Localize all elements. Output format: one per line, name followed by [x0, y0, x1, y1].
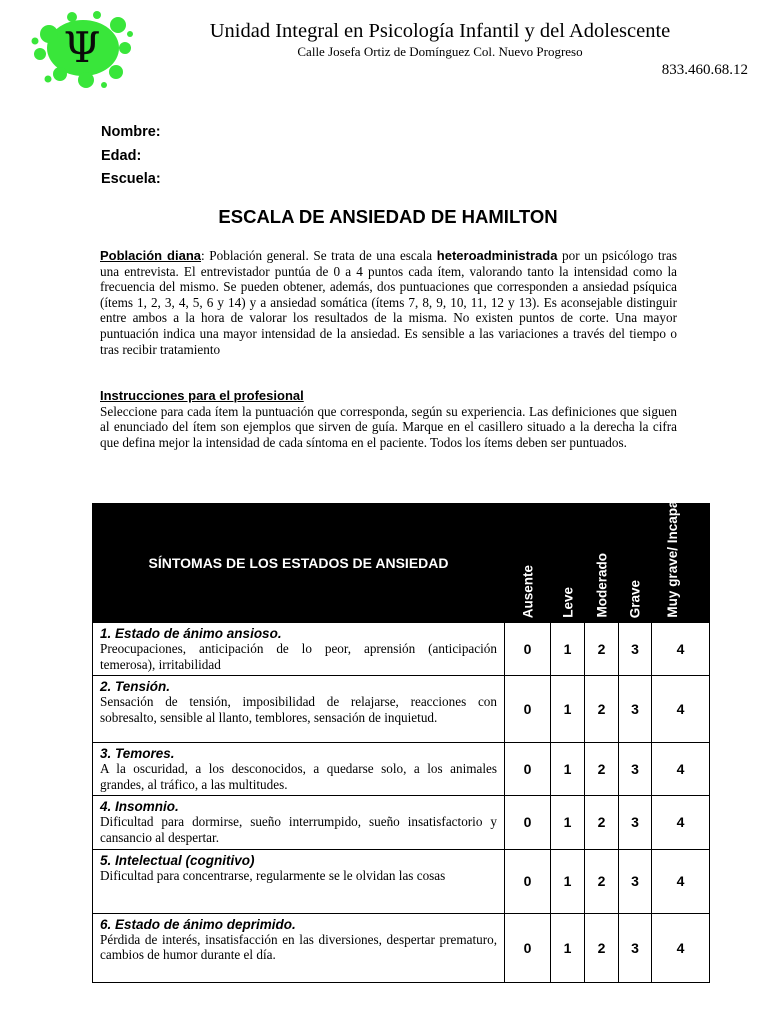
column-label-mild: Leve: [560, 587, 575, 618]
instructions-paragraph: [100, 388, 677, 450]
table-row: [93, 849, 710, 913]
population-text-2: por un psicólogo tras una entrevista. El entrevistador puntúa de 0 a 4 puntos cada ítem, valorando tanto la intensidad como la frecuencia del mismo. Se pueden obtener, además, dos puntuaciones que corresponden a ansiedad psíquica (ítems 1, 2, 3, 4, 5, 6 y 14) y a ansiedad somática (ítems 7, 8, 9, 10, 11, 12 y 13). Es aconsejable distinguir entre ambos a la hora de valorar los resultados de la misma. No existen puntos de corte. Una mayor puntuación indica una mayor intensidad de la ansiedad. Es sensible a las variaciones a través del tiempo o tras recibir tratamiento: [100, 248, 677, 357]
score-absent[interactable]: 0: [505, 743, 551, 796]
instructions-text: Seleccione para cada ítem la puntuación que corresponda, según su experiencia. Las definiciones que siguen al enunciado del ítem son ejemplos que sirven de guía. Marque en el casillero situado a la derecha la cifra que defina mejor la intensidad de cada síntoma en el paciente. Todos los ítems deben ser puntuados.: [100, 403, 677, 450]
population-heading: Población diana: [100, 248, 202, 263]
table-header-row: [93, 504, 710, 623]
column-header-moderate: [585, 504, 619, 623]
symptom-description: Sensación de tensión, imposibilidad de relajarse, reacciones con sobresalto, sensible al llanto, temblores, sensación de inquietud.: [100, 694, 497, 725]
symptom-description: Dificultad para concentrarse, regularmente se le olvidan las cosas: [100, 867, 446, 883]
symptom-name: Intelectual (cognitivo): [115, 852, 255, 868]
score-moderate[interactable]: 2: [585, 849, 619, 913]
score-severe[interactable]: 3: [619, 796, 652, 849]
hamilton-scale-table: [92, 457, 710, 983]
document-title: ESCALA DE ANSIEDAD DE HAMILTON: [218, 206, 558, 227]
svg-text:Ψ: Ψ: [63, 23, 101, 72]
header-phone: 833.460.68.12: [661, 62, 748, 78]
symptom-number: 4.: [100, 799, 112, 815]
score-very-severe[interactable]: 4: [652, 743, 710, 796]
score-severe[interactable]: 3: [619, 849, 652, 913]
symptom-cell: [93, 743, 505, 796]
population-paragraph: [100, 248, 677, 357]
score-absent[interactable]: 0: [505, 623, 551, 676]
score-moderate[interactable]: 2: [585, 623, 619, 676]
score-very-severe[interactable]: 4: [652, 623, 710, 676]
symptom-description: Preocupaciones, anticipación de lo peor, aprensión (anticipación temerosa), irritabilidad: [100, 641, 497, 672]
symptom-name: Insomnio.: [115, 799, 179, 815]
symptom-description: Pérdida de interés, insatisfacción en las diversiones, despertar prematuro, cambios de humor durante el día.: [100, 931, 497, 963]
score-absent[interactable]: 0: [505, 676, 551, 743]
symptom-name: Estado de ánimo deprimido.: [115, 916, 296, 932]
score-moderate[interactable]: 2: [585, 796, 619, 849]
score-mild[interactable]: 1: [551, 676, 585, 743]
psi-splash-logo: [26, 8, 136, 90]
symptom-cell: [93, 913, 505, 982]
score-very-severe[interactable]: 4: [652, 913, 710, 982]
field-name-label: Nombre:: [101, 124, 161, 140]
table-row: [93, 743, 710, 796]
score-very-severe[interactable]: 4: [652, 796, 710, 849]
symptom-description: Dificultad para dormirse, sueño interrumpido, sueño insatisfactorio y cansancio al despertar.: [100, 814, 497, 845]
population-text-1: : Población general. Se trata de una escala: [201, 248, 437, 263]
score-mild[interactable]: 1: [551, 913, 585, 982]
symptom-cell: [93, 623, 505, 676]
score-severe[interactable]: 3: [619, 676, 652, 743]
field-school-label: Escuela:: [101, 171, 161, 187]
population-bold-term: heteroadministrada: [436, 248, 558, 263]
table-row: [93, 796, 710, 849]
score-mild[interactable]: 1: [551, 796, 585, 849]
score-very-severe[interactable]: 4: [652, 849, 710, 913]
symptoms-header: SÍNTOMAS DE LOS ESTADOS DE ANSIEDAD: [93, 504, 505, 623]
column-label-severe: Grave: [627, 579, 643, 618]
symptom-name: Tensión.: [115, 679, 171, 695]
score-absent[interactable]: 0: [505, 796, 551, 849]
table-row: [93, 623, 710, 676]
score-mild[interactable]: 1: [551, 849, 585, 913]
score-severe[interactable]: 3: [619, 913, 652, 982]
symptom-number: 5.: [100, 852, 112, 868]
symptom-cell: [93, 849, 505, 913]
symptom-number: 6.: [100, 916, 112, 932]
symptom-number: 3.: [100, 746, 112, 762]
column-header-absent: [505, 504, 551, 623]
table-row: [93, 676, 710, 743]
field-age-label: Edad:: [101, 147, 142, 164]
symptom-name: Temores.: [115, 746, 175, 762]
score-severe[interactable]: 3: [619, 743, 652, 796]
symptom-description: A la oscuridad, a los desconocidos, a quedarse solo, a los animales grandes, al tráfico, a las multitudes.: [100, 761, 497, 792]
symptom-cell: [93, 796, 505, 849]
table-row: [93, 913, 710, 982]
score-severe[interactable]: 3: [619, 623, 652, 676]
symptom-name: Estado de ánimo ansioso.: [115, 626, 282, 641]
column-header-severe: [619, 504, 652, 623]
score-mild[interactable]: 1: [551, 623, 585, 676]
symptom-number: 1.: [100, 626, 112, 641]
score-moderate[interactable]: 2: [585, 743, 619, 796]
header-title: Unidad Integral en Psicología Infantil y del Adolescente: [209, 20, 671, 42]
column-header-very-severe: [652, 457, 710, 623]
score-moderate[interactable]: 2: [585, 676, 619, 743]
patient-fields: [101, 121, 161, 192]
score-moderate[interactable]: 2: [585, 913, 619, 982]
score-absent[interactable]: 0: [505, 913, 551, 982]
instructions-heading: Instrucciones para el profesional: [100, 388, 304, 403]
header-address: Calle Josefa Ortiz de Domínguez Col. Nuevo Progreso: [297, 44, 583, 59]
score-mild[interactable]: 1: [551, 743, 585, 796]
column-label-very-severe: Muy grave/ Incapacitante: [664, 457, 680, 618]
symptom-cell: [93, 676, 505, 743]
score-very-severe[interactable]: 4: [652, 676, 710, 743]
score-absent[interactable]: 0: [505, 849, 551, 913]
symptom-number: 2.: [100, 679, 112, 695]
column-header-mild: [551, 504, 585, 623]
column-label-absent: Ausente: [520, 564, 535, 618]
column-label-moderate: Moderado: [594, 553, 609, 618]
